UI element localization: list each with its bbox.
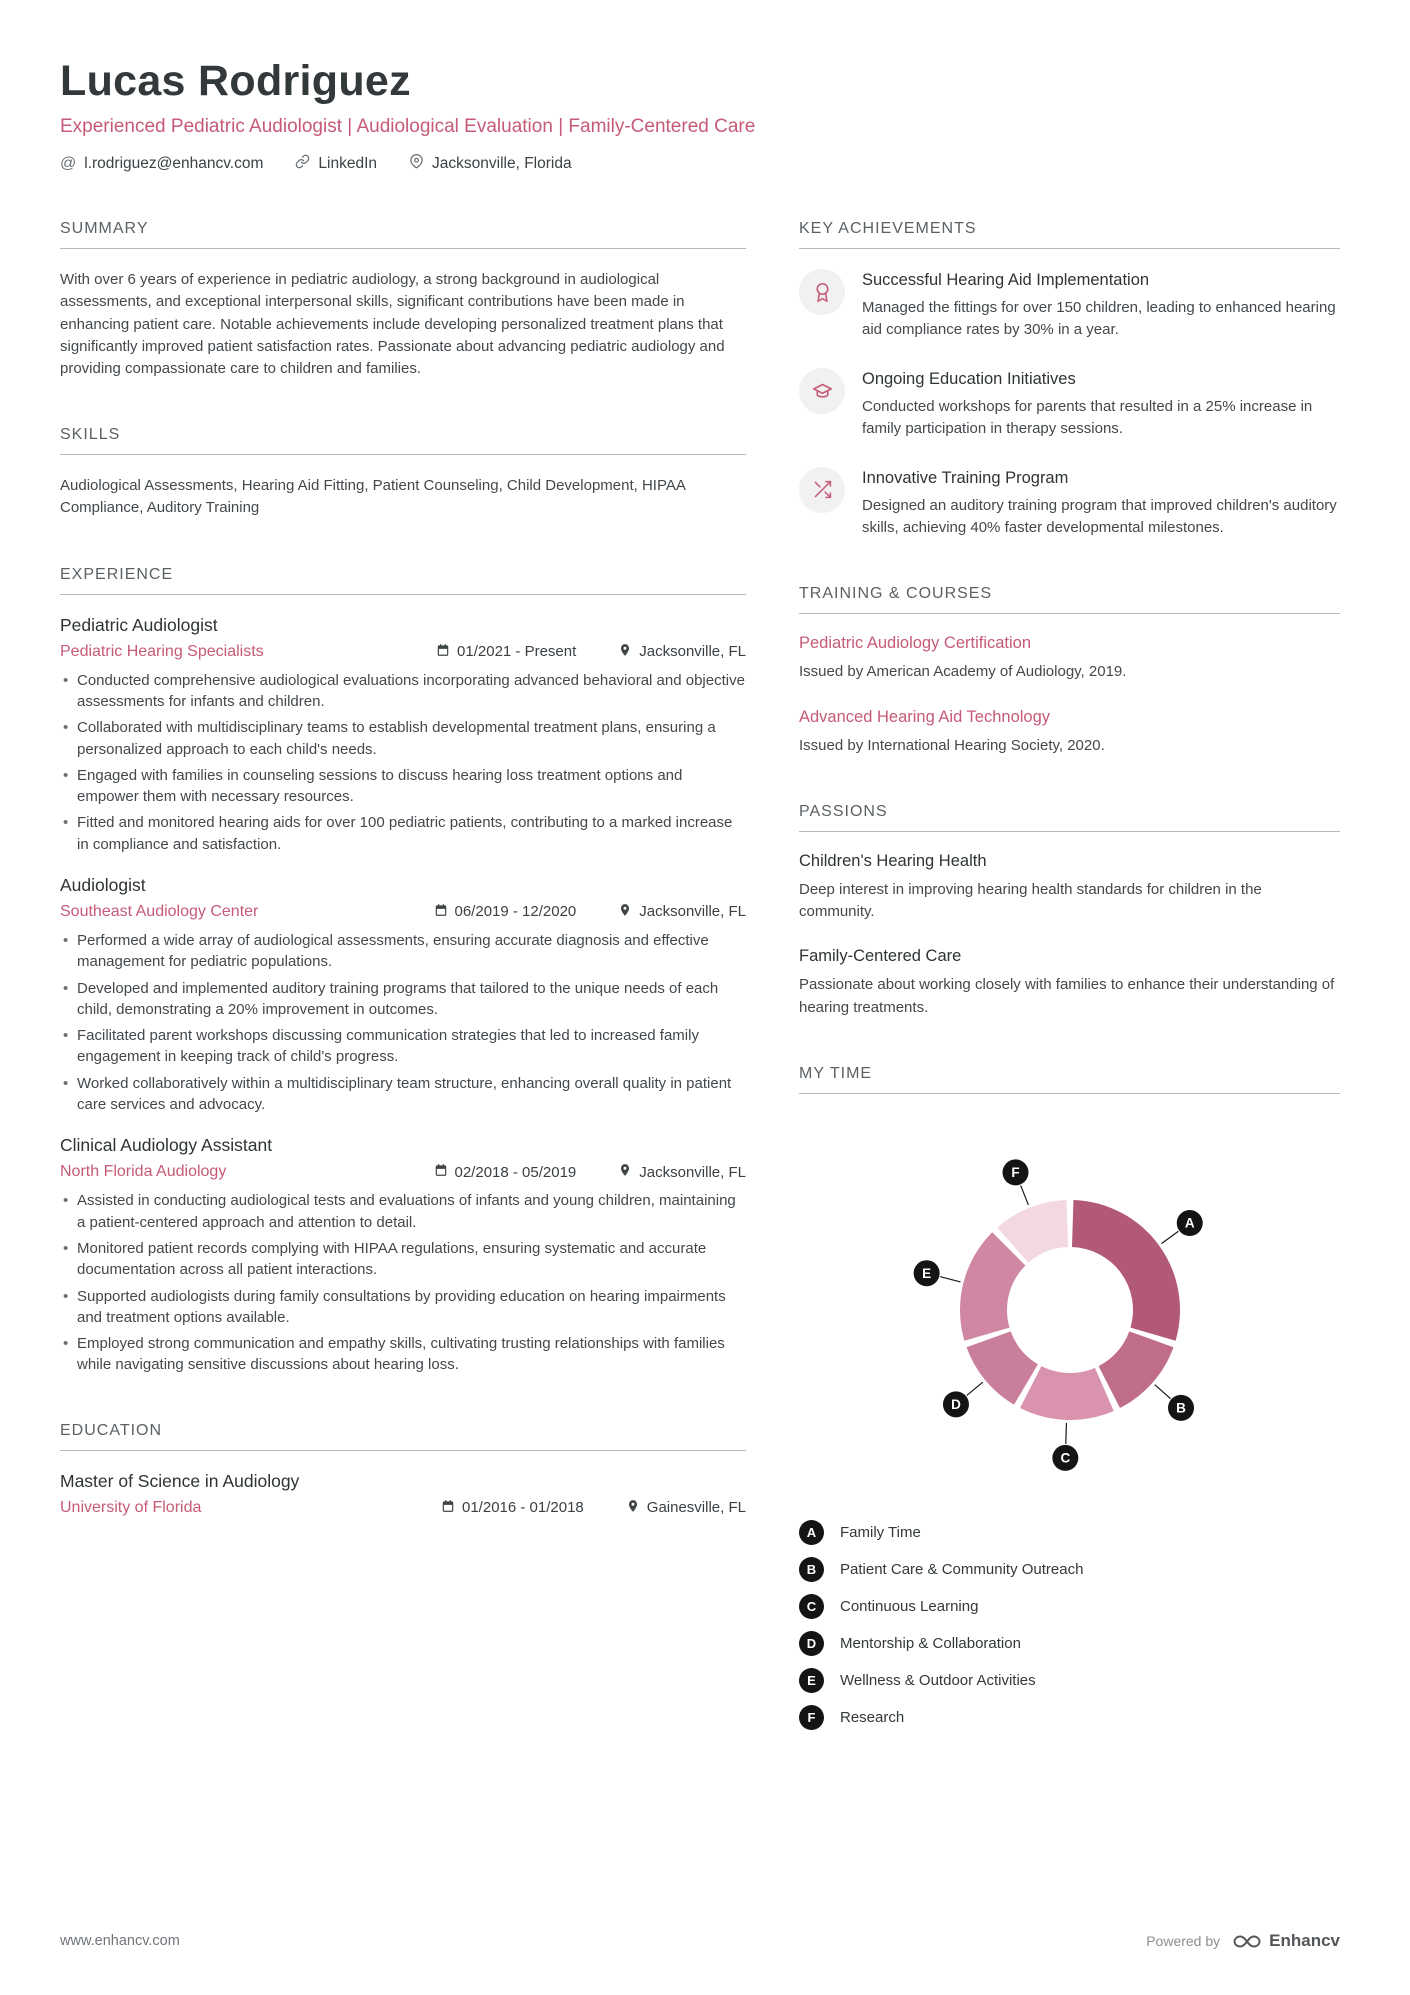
location-text: Jacksonville, Florida: [432, 155, 572, 173]
donut-leader-line: [1154, 1384, 1170, 1398]
education-heading: EDUCATION: [60, 1422, 746, 1451]
job-bullets: [60, 1190, 746, 1375]
bullet: • Conducted comprehensive audiological evaluations incorporating advanced behavioral and objective assessments for infants and children.: [60, 670, 746, 713]
bullet: • Assisted in conducting audiological tests and evaluations of infants and young children, maintaining a patient-centered approach and attention to detail.: [60, 1190, 746, 1233]
job-title: Audiologist: [60, 874, 146, 895]
course-text: Issued by American Academy of Audiology, 2019.: [799, 662, 1127, 680]
job-bullets: [60, 930, 746, 1115]
course-item: [799, 634, 1340, 683]
job-meta: [60, 643, 746, 661]
job-meta: [60, 1163, 746, 1181]
location-pin-icon: [618, 1163, 632, 1181]
passions-heading: PASSIONS: [799, 803, 1340, 832]
my-time-heading: MY TIME: [799, 1065, 1340, 1094]
achievement-item: [799, 269, 1340, 341]
donut-leader-line: [1161, 1231, 1178, 1243]
achievement-text: Conducted workshops for parents that resulted in a 25% increase in family participation in therapy sessions.: [862, 398, 1313, 437]
job-title: Clinical Audiology Assistant: [60, 1135, 273, 1156]
legend-key-badge: D: [799, 1631, 824, 1656]
company-name: Southeast Audiology Center: [60, 902, 259, 920]
summary-section: [60, 220, 746, 380]
bullet: • Facilitated parent workshops discussing communication strategies that led to increased family engagement in keeping track of child's progress.: [60, 1025, 746, 1068]
linkedin-text: LinkedIn: [318, 155, 378, 173]
job-meta: [60, 903, 746, 921]
legend-label: Wellness & Outdoor Activities: [840, 1671, 1036, 1689]
donut-leader-line: [940, 1276, 960, 1281]
job-dates: [434, 1163, 577, 1181]
location-text: Jacksonville, FL: [639, 643, 746, 661]
legend-item: [799, 1705, 1340, 1730]
bullet: • Supported audiologists during family consultations by providing education on hearing impairments and treatment options available.: [60, 1286, 746, 1329]
enhancv-logo[interactable]: [1232, 1931, 1340, 1951]
donut-label-text: F: [1010, 1164, 1020, 1180]
calendar-icon: [434, 903, 448, 921]
legend-label: Research: [840, 1708, 905, 1726]
bullet: • Employed strong communication and empathy skills, cultivating trusting relationships with families while navigating sensitive discussions about hearing loss.: [60, 1333, 746, 1376]
donut-leader-line: [1065, 1423, 1066, 1444]
achievement-item: [799, 467, 1340, 539]
my-time-section: [799, 1065, 1340, 1730]
my-time-legend: [799, 1520, 1340, 1730]
right-column: [799, 220, 1340, 1775]
training-courses-section: [799, 585, 1340, 757]
bullet: • Developed and implemented auditory training programs that tailored to the unique needs of each child, demonstrating a 20% improvement in outcomes.: [60, 978, 746, 1021]
calendar-icon: [436, 643, 450, 661]
skills-text: Audiological Assessments, Hearing Aid Fitting, Patient Counseling, Child Development, HIPAA Compliance, Auditory Training: [60, 477, 686, 517]
experience-entry: [60, 615, 746, 855]
calendar-icon: [434, 1163, 448, 1181]
experience-entry: [60, 1135, 746, 1375]
email-icon: @: [60, 155, 77, 173]
headline: Experienced Pediatric Audiologist | Audiological Evaluation | Family-Centered Care: [60, 116, 756, 138]
job-location: [618, 903, 746, 921]
legend-item: [799, 1557, 1340, 1582]
legend-item: [799, 1520, 1340, 1545]
achievement-text: Managed the fittings for over 150 children, leading to enhanced hearing aid compliance rates by 30% in a year.: [862, 299, 1336, 339]
course-title: Advanced Hearing Aid Technology: [799, 707, 1051, 726]
legend-key-badge: C: [799, 1594, 824, 1619]
location-pin-icon: [409, 154, 424, 174]
skills-section: [60, 426, 746, 519]
dates-text: 01/2016 - 01/2018: [462, 1499, 584, 1517]
donut-label-text: C: [1059, 1450, 1070, 1466]
donut-segment-A: [1071, 1200, 1179, 1341]
location-text: Gainesville, FL: [646, 1499, 746, 1517]
location-text: Jacksonville, FL: [639, 903, 746, 921]
education-entry: [60, 1471, 746, 1517]
education-location: [626, 1499, 746, 1517]
passion-item: [799, 852, 1340, 923]
experience-entry: [60, 875, 746, 1115]
achievement-title: Innovative Training Program: [862, 468, 1069, 487]
legend-item: [799, 1594, 1340, 1619]
achievement-title: Successful Hearing Aid Implementation: [862, 271, 1150, 290]
education-icon: [799, 368, 845, 414]
achievement-item: [799, 368, 1340, 440]
passion-title: Family-Centered Care: [799, 947, 962, 966]
bullet: • Worked collaboratively within a multidisciplinary team structure, enhancing overall quality in patient care services and advocacy.: [60, 1073, 746, 1116]
legend-label: Family Time: [840, 1523, 921, 1541]
bullet: • Collaborated with multidisciplinary teams to establish developmental treatment plans, ensuring a personalized approach to each child's needs.: [60, 717, 746, 760]
email-text: l.rodriguez@enhancv.com: [84, 155, 264, 173]
donut-segment-B: [1098, 1331, 1173, 1408]
course-title: Pediatric Audiology Certification: [799, 633, 1032, 652]
bullet: • Engaged with families in counseling sessions to discuss hearing loss treatment options and empower them with necessary resources.: [60, 765, 746, 808]
legend-item: [799, 1668, 1340, 1693]
legend-label: Patient Care & Community Outreach: [840, 1560, 1084, 1578]
person-name: Lucas Rodriguez: [60, 57, 411, 105]
legend-label: Continuous Learning: [840, 1597, 979, 1615]
experience-heading: EXPERIENCE: [60, 566, 746, 595]
page-footer: [60, 1931, 1340, 1951]
job-location: [618, 643, 746, 661]
course-item: [799, 708, 1340, 757]
bullet: • Performed a wide array of audiological assessments, ensuring accurate diagnosis and effective management for pediatric populations.: [60, 930, 746, 973]
bullet: • Fitted and monitored hearing aids for over 100 pediatric patients, contributing to a marked increase in compliance and satisfaction.: [60, 812, 746, 855]
legend-key-badge: E: [799, 1668, 824, 1693]
shuffle-icon: [799, 467, 845, 513]
degree-title: Master of Science in Audiology: [60, 1470, 300, 1491]
achievement-text: Designed an auditory training program that improved children's auditory skills, achieving 40% faster developmental milestones.: [862, 496, 1337, 536]
experience-section: [60, 566, 746, 1376]
calendar-icon: [441, 1499, 455, 1517]
donut-segment-E: [960, 1232, 1025, 1340]
donut-leader-line: [966, 1382, 982, 1395]
contact-row: [60, 154, 1340, 174]
location-pin-icon: [618, 643, 632, 661]
job-bullets: [60, 670, 746, 855]
education-section: [60, 1422, 746, 1517]
dates-text: 02/2018 - 05/2019: [454, 1163, 577, 1181]
skills-heading: SKILLS: [60, 426, 746, 455]
donut-leader-line: [1020, 1185, 1028, 1205]
donut-segment-C: [1020, 1366, 1114, 1420]
achievement-title: Ongoing Education Initiatives: [862, 370, 1076, 389]
footer-branding: [1146, 1931, 1340, 1951]
education-dates: [441, 1499, 584, 1517]
school-name: University of Florida: [60, 1498, 202, 1516]
bullet: • Monitored patient records complying with HIPAA regulations, ensuring systematic and accurate documentation across all patient interactions.: [60, 1238, 746, 1281]
donut-label-text: D: [950, 1396, 961, 1412]
company-name: North Florida Audiology: [60, 1163, 227, 1181]
summary-heading: SUMMARY: [60, 220, 746, 249]
key-achievements-heading: KEY ACHIEVEMENTS: [799, 220, 1340, 249]
infinity-icon: [1232, 1933, 1262, 1950]
legend-key-badge: A: [799, 1520, 824, 1545]
summary-text: With over 6 years of experience in pediatric audiology, a strong background in audiological assessments, and exceptional interpersonal skills, significant contributions have been made in enhancing patient care. Notable achievements include developing personalized treatment plans that significantly improved patient satisfaction rates. Passionate about advancing pediatric audiology and providing compassionate care to children and families.: [60, 271, 725, 378]
contact-location: [409, 154, 572, 174]
job-dates: [434, 903, 577, 921]
key-achievements-section: [799, 220, 1340, 538]
company-name: Pediatric Hearing Specialists: [60, 642, 264, 660]
legend-item: [799, 1631, 1340, 1656]
dates-text: 01/2021 - Present: [457, 643, 577, 661]
my-time-chart-wrap: [799, 1114, 1340, 1506]
course-text: Issued by International Hearing Society, 2020.: [799, 736, 1105, 754]
education-meta: [60, 1499, 746, 1517]
powered-by-label: Powered by: [1146, 1933, 1221, 1949]
legend-key-badge: B: [799, 1557, 824, 1582]
footer-url-link[interactable]: www.enhancv.com: [60, 1933, 180, 1949]
location-pin-icon: [618, 903, 632, 921]
email-link[interactable]: [60, 155, 263, 173]
job-location: [618, 1163, 746, 1181]
passion-text: Deep interest in improving hearing health standards for children in the community.: [799, 881, 1262, 921]
passion-text: Passionate about working closely with families to enhance their understanding of hearing treatments.: [799, 976, 1335, 1016]
donut-label-text: E: [921, 1265, 931, 1281]
donut-label-text: B: [1175, 1400, 1186, 1416]
donut-segment-D: [966, 1331, 1037, 1404]
donut-label-text: A: [1184, 1215, 1195, 1231]
legend-label: Mentorship & Collaboration: [840, 1634, 1021, 1652]
link-icon: [295, 154, 310, 174]
job-title: Pediatric Audiologist: [60, 614, 218, 635]
resume-header: [60, 58, 1340, 174]
location-text: Jacksonville, FL: [639, 1163, 746, 1181]
left-column: [60, 220, 746, 1775]
my-time-donut-chart: [860, 1114, 1280, 1506]
medal-icon: [799, 269, 845, 315]
passion-title: Children's Hearing Health: [799, 852, 987, 871]
legend-key-badge: F: [799, 1705, 824, 1730]
training-courses-heading: TRAINING & COURSES: [799, 585, 1340, 614]
brand-name: Enhancv: [1269, 1931, 1340, 1950]
passion-item: [799, 947, 1340, 1018]
job-dates: [436, 643, 576, 661]
passions-section: [799, 803, 1340, 1019]
linkedin-link[interactable]: [295, 154, 377, 174]
location-pin-icon: [626, 1499, 640, 1517]
dates-text: 06/2019 - 12/2020: [454, 903, 577, 921]
